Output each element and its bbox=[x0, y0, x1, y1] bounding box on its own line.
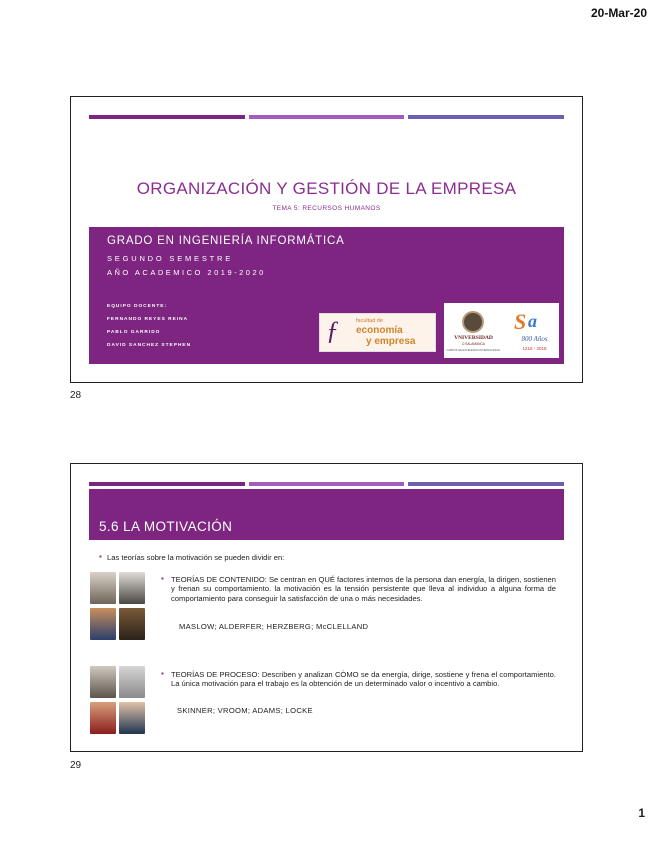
decorative-bars bbox=[89, 115, 564, 119]
info-band bbox=[89, 227, 564, 364]
f-letter-logo-icon: ƒ bbox=[326, 316, 339, 345]
section-heading: 5.6 LA MOTIVACIÓN bbox=[99, 519, 233, 534]
process-theories-authors: SKINNER; VROOM; ADAMS; LOCKE bbox=[177, 706, 313, 715]
portrait-photo bbox=[90, 608, 116, 640]
anniversary-logo bbox=[512, 307, 557, 355]
portrait-photo bbox=[119, 702, 145, 734]
faculty-logo bbox=[319, 313, 436, 352]
bullet-icon: ▪ bbox=[161, 574, 164, 583]
semester-label: SEGUNDO SEMESTRE bbox=[107, 254, 234, 263]
bar-2 bbox=[249, 482, 405, 486]
anniversary-a-icon: a bbox=[528, 311, 537, 331]
portrait-photo bbox=[90, 702, 116, 734]
university-tagline: CAMPUS DE EXCELENCIA INTERNACIONAL bbox=[446, 349, 501, 352]
slide-number: 28 bbox=[70, 390, 82, 401]
faculty-logo-line1: facultad de bbox=[356, 318, 383, 324]
university-sub: D SALAMANCA bbox=[462, 342, 485, 346]
heading-band bbox=[89, 489, 564, 540]
university-name: VNIVERSIDAD bbox=[454, 335, 493, 341]
university-seal-icon bbox=[462, 311, 484, 333]
anniversary-text: 800 Años bbox=[521, 335, 548, 343]
print-date: 20-Mar-20 bbox=[590, 6, 647, 20]
content-theories-text: TEORÍAS DE CONTENIDO: Se centran en QUÉ factores internos de la persona dan energía, la dirigen, sostienen y frenan su comportamiento. la motivación es la tensión persistente que lleva al individuo a alguna forma de comportamiento para conseguir la satisfacción de una o más necesidades. bbox=[171, 575, 556, 603]
portrait-photo bbox=[90, 666, 116, 698]
slide-title: ORGANIZACIÓN Y GESTIÓN DE LA EMPRESA bbox=[136, 179, 517, 198]
anniversary-s-icon: S bbox=[514, 309, 527, 334]
content-theories-authors: MASLOW; ALDERFER; HERZBERG; McCLELLAND bbox=[179, 622, 369, 631]
bullet-icon: ▪ bbox=[161, 669, 164, 678]
bar-2 bbox=[249, 115, 405, 119]
slide-29 bbox=[70, 463, 583, 752]
faculty-logo-line3: y empresa bbox=[366, 336, 416, 347]
team-member: DAVID SANCHEZ STEPHEN bbox=[107, 343, 192, 348]
anniversary-years: 1218 - 2018 bbox=[522, 346, 547, 351]
degree-label: GRADO EN INGENIERÍA INFORMÁTICA bbox=[107, 235, 345, 247]
portrait-photo bbox=[119, 572, 145, 604]
bar-3 bbox=[408, 115, 564, 119]
slide-28 bbox=[70, 96, 583, 383]
bullet-icon: ▪ bbox=[99, 552, 102, 561]
portrait-photo bbox=[90, 572, 116, 604]
slide-number: 29 bbox=[70, 760, 82, 771]
bar-1 bbox=[89, 115, 245, 119]
faculty-logo-line2: economía bbox=[356, 325, 403, 336]
university-logo bbox=[444, 303, 559, 358]
bar-3 bbox=[408, 482, 564, 486]
portrait-photo bbox=[119, 608, 145, 640]
page-number: 1 bbox=[638, 806, 645, 820]
team-member: FERNANDO REYES REINA bbox=[107, 317, 189, 322]
bar-1 bbox=[89, 482, 245, 486]
team-member: PABLO GARRIDO bbox=[107, 330, 161, 335]
slide-subtitle: TEMA 5: RECURSOS HUMANOS bbox=[272, 205, 381, 212]
year-label: AÑO ACADEMICO 2019-2020 bbox=[107, 268, 266, 277]
decorative-bars bbox=[89, 482, 564, 486]
portrait-photo bbox=[119, 666, 145, 698]
process-theories-text: TEORÍAS DE PROCESO: Describen y analizan CÓMO se da energía, dirige, sostiene y frena el comportamiento. La única motivación para el trabajo es la obtención de un determinado valor o incentivo a cambio. bbox=[171, 670, 556, 689]
team-label: EQUIPO DOCENTE: bbox=[107, 304, 168, 309]
intro-text: Las teorías sobre la motivación se pueden dividir en: bbox=[107, 553, 285, 562]
